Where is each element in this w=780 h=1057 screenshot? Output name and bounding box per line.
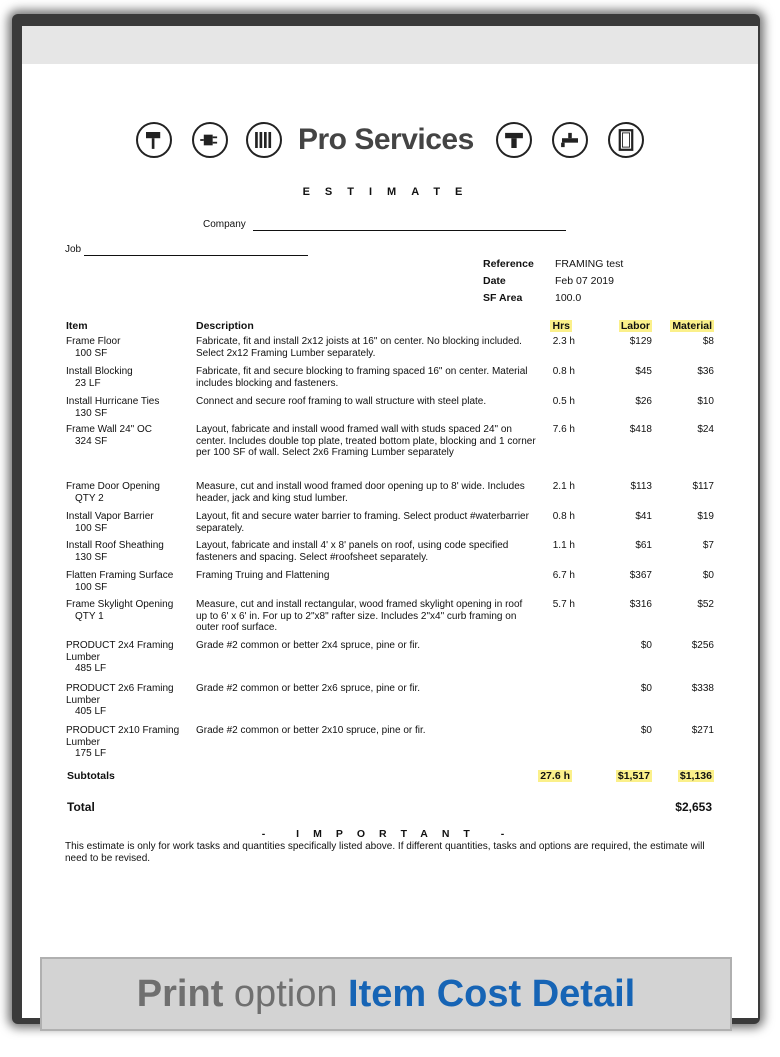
radiator-icon (246, 122, 282, 158)
line-item-description: Grade #2 common or better 2x4 spruce, pine or fir. (196, 640, 420, 651)
line-item-name (66, 336, 192, 359)
line-item-quantity: 485 LF (75, 663, 107, 674)
faucet-icon (552, 122, 588, 158)
line-item-material: $8 (702, 336, 714, 347)
line-item-material: $117 (692, 481, 714, 492)
line-item-description: Layout, fit and secure water barrier to framing. Select product #waterbarrier separately. (196, 511, 529, 534)
line-item-hrs: 7.6 h (552, 424, 575, 435)
date-value: Feb 07 2019 (555, 275, 614, 287)
line-item-title: PRODUCT 2x4 Framing Lumber (66, 640, 174, 663)
line-item-description: Grade #2 common or better 2x10 spruce, pine or fir. (196, 725, 426, 736)
line-item-material: $256 (691, 640, 714, 651)
line-item-labor: $418 (629, 424, 652, 435)
line-item-description: Fabricate, fit and install 2x12 joists at 16" on center. No blocking included. Select 2x12 Framing Lumber separately. (196, 336, 522, 359)
line-item-hrs: 2.1 h (552, 481, 575, 492)
line-item-labor: $45 (635, 366, 652, 377)
sf-area-label: SF Area (483, 292, 523, 304)
column-header-hrs: Hrs (552, 320, 570, 332)
total-label: Total (67, 800, 95, 814)
line-item-description: Measure, cut and install rectangular, wood framed skylight opening in roof up to 6' x 6' in. For up to 2"x8" rafter size. Includes 2"x4" curb framing on outer roof surface. (196, 599, 523, 633)
company-field[interactable] (253, 230, 566, 231)
sf-area-value: 100.0 (555, 292, 582, 304)
subtotal-hrs: 27.6 h (540, 770, 570, 782)
door-icon (608, 122, 644, 158)
line-item-labor: $367 (629, 570, 652, 581)
total-value: $2,653 (675, 800, 712, 814)
line-item-hrs: 0.8 h (552, 511, 575, 522)
line-item-quantity: 130 SF (75, 551, 108, 563)
line-item-description: Grade #2 common or better 2x6 spruce, pine or fir. (196, 683, 420, 694)
line-item-material: $19 (697, 511, 714, 522)
line-item-material: $10 (697, 396, 714, 407)
paint-roller-icon (136, 122, 172, 158)
line-item-title: Frame Floor (66, 336, 121, 347)
line-item-labor: $61 (635, 540, 652, 551)
viewer-toolbar (22, 26, 758, 64)
line-item-hrs: 0.8 h (552, 366, 575, 377)
line-item-description: Framing Truing and Flattening (196, 570, 330, 581)
line-item-labor: $26 (635, 396, 652, 407)
line-item-labor: $316 (629, 599, 652, 610)
line-item-title: Install Roof Sheathing (66, 540, 164, 551)
important-heading: - IMPORTANT - (261, 828, 519, 840)
banner-option: option (233, 973, 338, 1015)
line-item-title: Flatten Framing Surface (66, 570, 174, 581)
date-label: Date (483, 275, 506, 287)
subtotal-labor: $1,517 (617, 770, 650, 782)
line-item-material: $24 (697, 424, 714, 435)
line-item-name (66, 481, 192, 504)
line-item-quantity: 405 LF (75, 706, 107, 717)
line-item-hrs: 2.3 h (552, 336, 575, 347)
line-item-description: Layout, fabricate and install 4' x 8' panels on roof, using code specified fasteners and spacing. Select #roofsheet separately. (196, 540, 509, 563)
line-item-description: Fabricate, fit and secure blocking to framing spaced 16" on center. Material includes blocking and fasteners. (196, 366, 528, 389)
line-item-quantity: 130 SF (75, 407, 108, 419)
line-item-name (66, 640, 192, 675)
line-item-quantity: 100 SF (75, 522, 108, 534)
line-item-name (66, 725, 192, 760)
job-label: Job (65, 244, 82, 255)
line-item-quantity: 23 LF (75, 377, 101, 389)
line-item-material: $271 (691, 725, 714, 736)
caption-banner (40, 957, 732, 1031)
line-item-description: Measure, cut and install wood framed door opening up to 8' wide. Includes header, jack and king stud lumber. (196, 481, 525, 504)
line-item-quantity: 324 SF (75, 435, 108, 447)
banner-print: Print (136, 973, 224, 1015)
line-item-name (66, 599, 192, 622)
job-field[interactable] (84, 255, 308, 256)
line-item-description: Connect and secure roof framing to wall structure with steel plate. (196, 396, 487, 407)
line-item-hrs: 5.7 h (552, 599, 575, 610)
line-item-name (66, 511, 192, 534)
line-item-title: Frame Skylight Opening (66, 599, 174, 610)
line-item-labor: $129 (629, 336, 652, 347)
subtotals-label: Subtotals (67, 770, 115, 782)
line-item-name (66, 570, 192, 593)
company-label: Company (203, 219, 246, 230)
reference-value: FRAMING test (555, 258, 624, 270)
document-title: ESTIMATE (302, 186, 478, 198)
column-header-labor: Labor (620, 320, 650, 332)
line-item-material: $0 (702, 570, 714, 581)
column-header-material: Material (672, 320, 712, 332)
estimate-page (22, 26, 758, 1018)
line-item-material: $7 (702, 540, 714, 551)
line-item-title: Frame Door Opening (66, 481, 160, 492)
line-item-quantity: QTY 2 (75, 492, 104, 504)
line-item-material: $52 (697, 599, 714, 610)
important-note: This estimate is only for work tasks and quantities specifically listed above. If different quantities, tasks and options are required, the estimate will need to be revised. (65, 841, 705, 864)
brand-name: Pro Services (298, 123, 474, 156)
line-item-title: Install Hurricane Ties (66, 396, 160, 407)
line-item-quantity: QTY 1 (75, 610, 104, 622)
line-item-hrs: 6.7 h (552, 570, 575, 581)
line-item-labor: $0 (640, 640, 652, 651)
column-header-item: Item (66, 320, 88, 332)
banner-item-cost-detail: Item Cost Detail (348, 973, 636, 1015)
plug-icon (192, 122, 228, 158)
line-item-quantity: 175 LF (75, 748, 107, 759)
line-item-title: Install Blocking (66, 366, 133, 377)
line-item-title: PRODUCT 2x10 Framing Lumber (66, 725, 180, 748)
line-item-description: Layout, fabricate and install wood framed wall with studs spaced 24" on center. Includes double top plate, treated bottom plate, blocking and 1 corner per 100 SF of wall. Select 2x6 Framing Lumber separately (196, 424, 536, 458)
line-item-name (66, 683, 192, 718)
line-item-quantity: 100 SF (75, 581, 108, 593)
reference-label: Reference (483, 258, 534, 270)
line-item-name (66, 396, 192, 419)
line-item-labor: $0 (640, 683, 652, 694)
line-item-labor: $113 (630, 481, 652, 492)
line-item-hrs: 1.1 h (552, 540, 575, 551)
line-item-name (66, 540, 192, 563)
line-item-labor: $0 (640, 725, 652, 736)
line-item-name (66, 424, 192, 447)
logo-row (22, 122, 758, 162)
line-item-hrs: 0.5 h (552, 396, 575, 407)
line-item-labor: $41 (635, 511, 652, 522)
line-item-name (66, 366, 192, 389)
line-item-material: $338 (691, 683, 714, 694)
line-item-title: Install Vapor Barrier (66, 511, 154, 522)
line-item-quantity: 100 SF (75, 347, 108, 359)
subtotal-material: $1,136 (679, 770, 712, 782)
line-item-title: Frame Wall 24" OC (66, 424, 152, 435)
drill-icon (496, 122, 532, 158)
line-item-material: $36 (697, 366, 714, 377)
line-item-title: PRODUCT 2x6 Framing Lumber (66, 683, 174, 706)
column-header-description: Description (196, 320, 254, 332)
